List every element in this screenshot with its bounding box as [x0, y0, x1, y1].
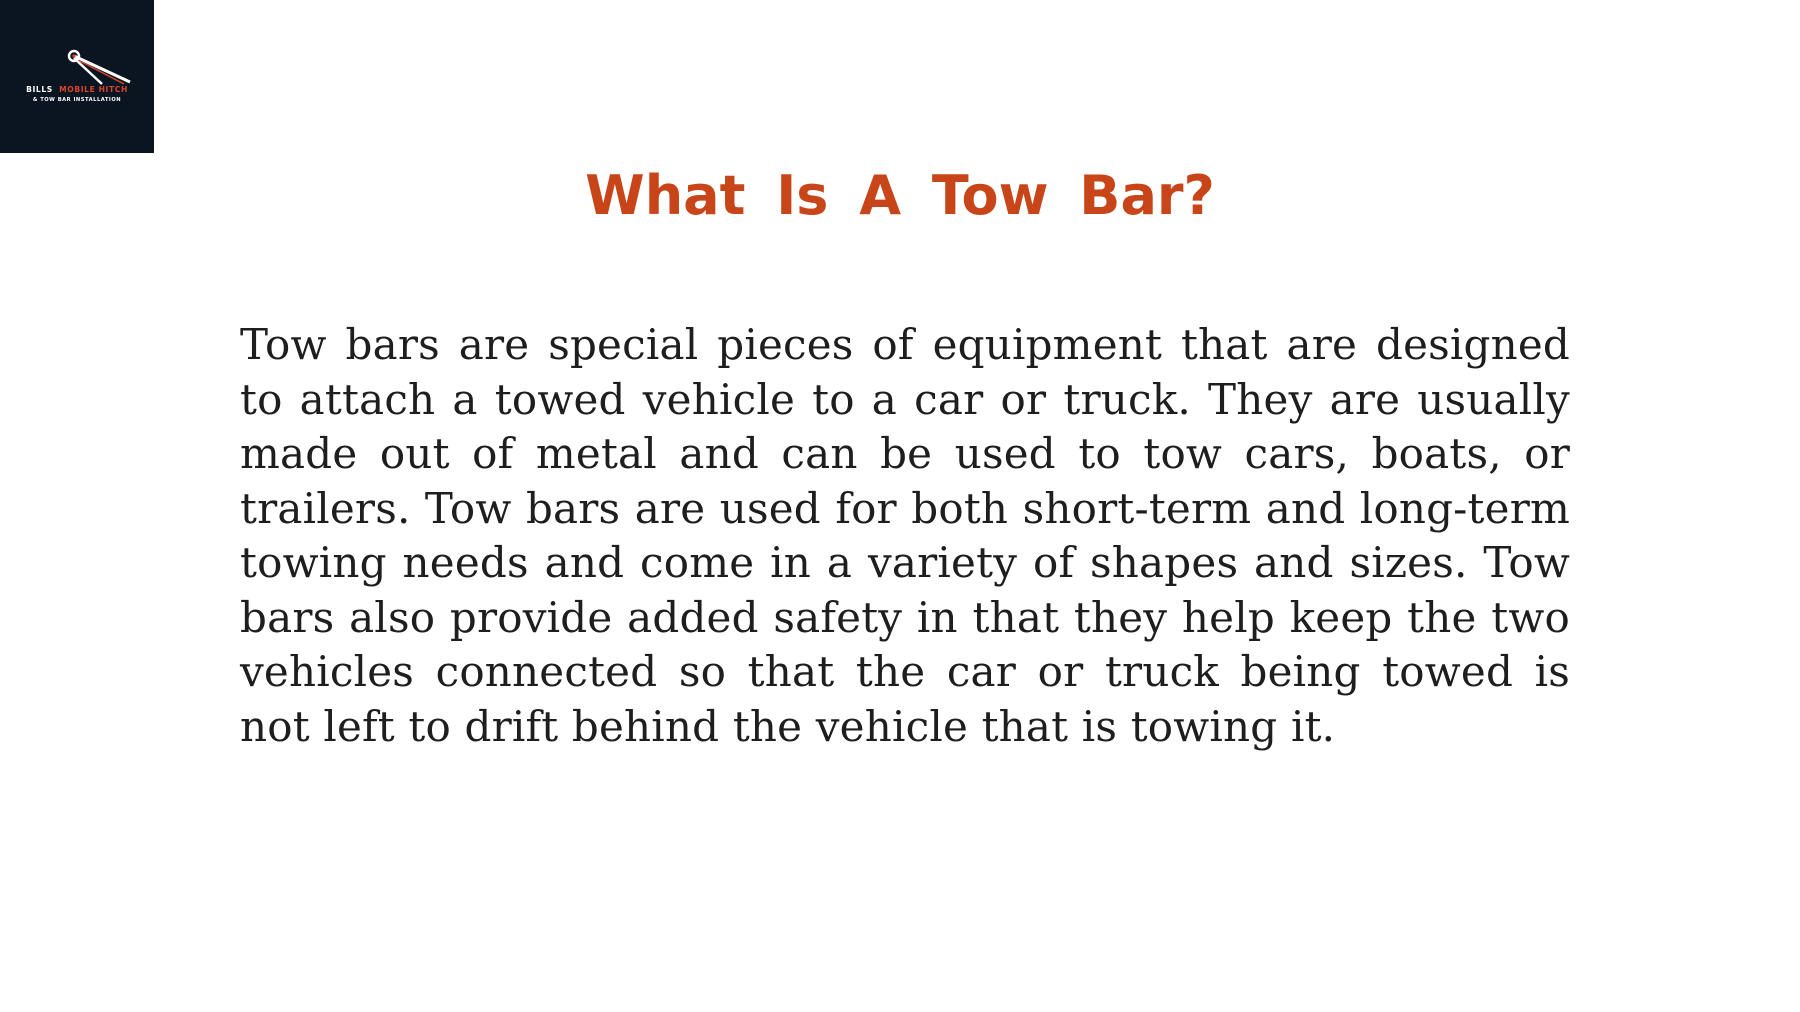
company-logo: [0, 0, 154, 153]
tow-hitch-icon: [69, 51, 130, 84]
slide-title: What Is A Tow Bar?: [585, 164, 1215, 227]
logo-line2: & TOW BAR INSTALLATION: [32, 97, 122, 103]
logo-line1: BILLS MOBILE HITCH: [26, 85, 128, 94]
slide-body-text: Tow bars are special pieces of equipment that are designed to attach a towed vehicle to a car or truck. They are usually made out of metal and can be used to tow cars, boats, or trailers. Tow bars are used for both short-term and long-term towing needs and come in a variety of shapes and sizes. Tow bars also provide added safety in that they help keep the two vehicles connected so that the car or truck being towed is not left to drift behind the vehicle that is towing it.: [240, 320, 1570, 751]
